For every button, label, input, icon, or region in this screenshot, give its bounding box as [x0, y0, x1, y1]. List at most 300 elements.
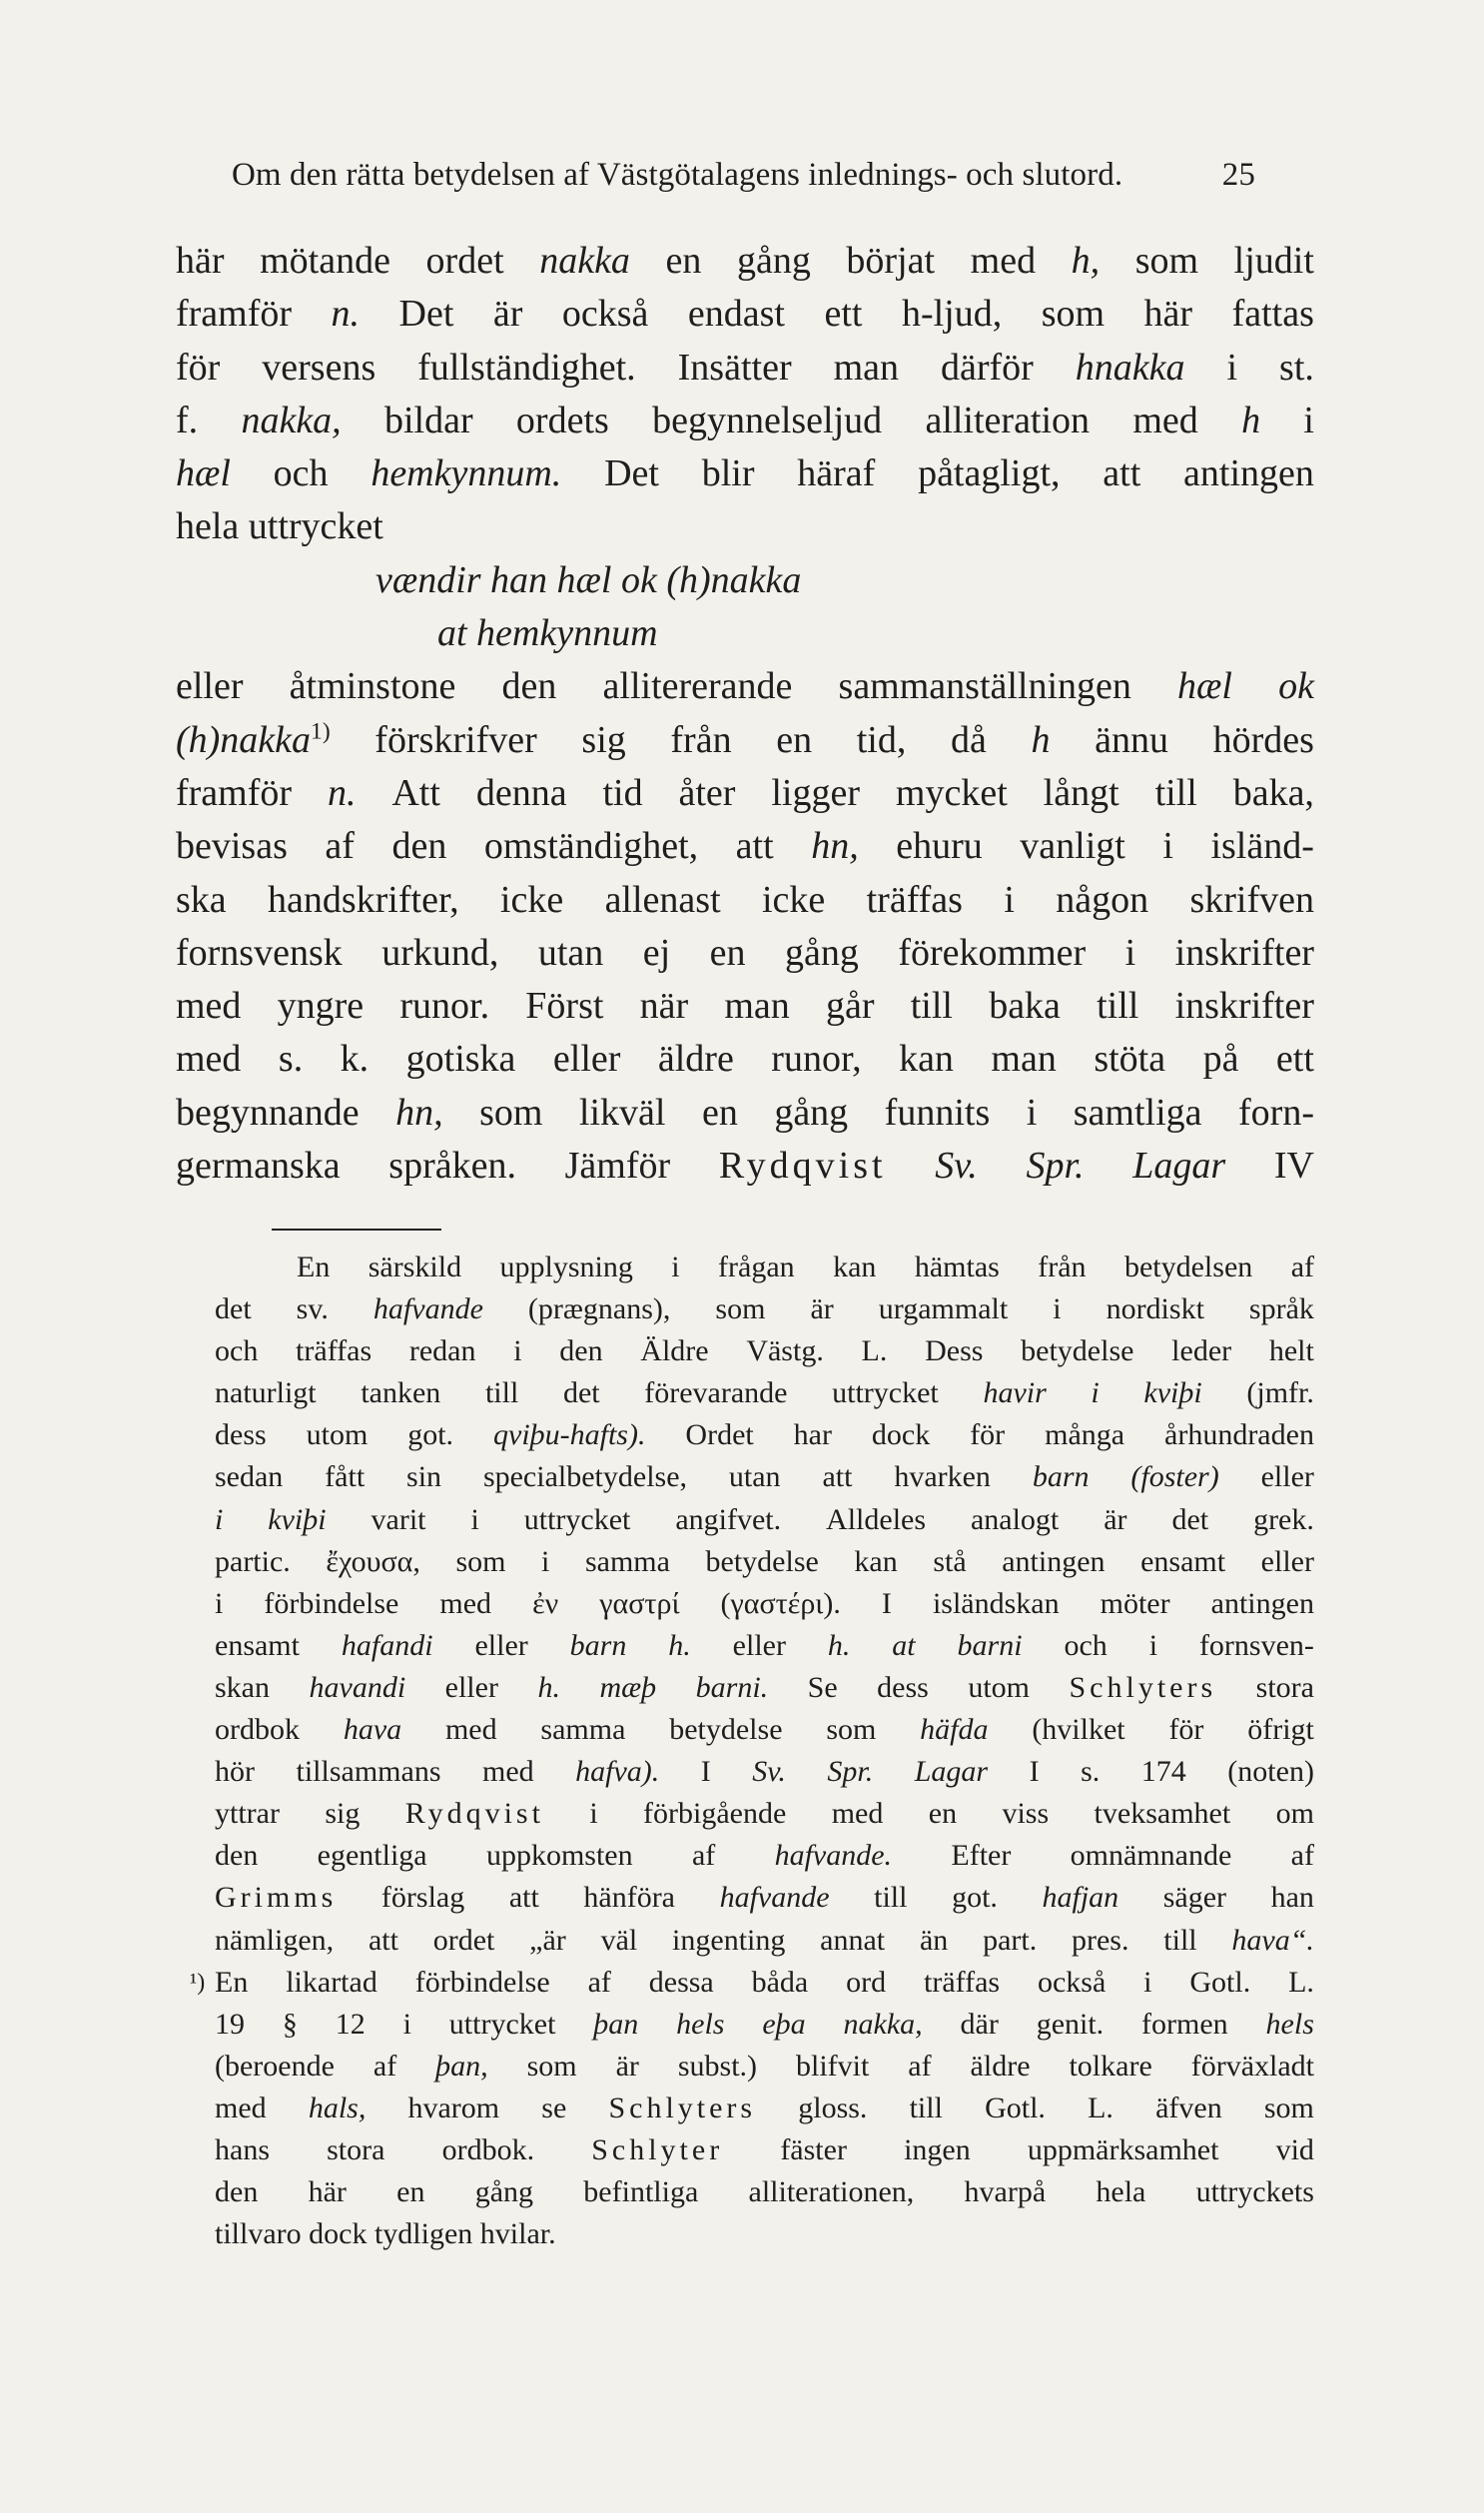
- word: man: [724, 985, 790, 1028]
- word: med: [444, 1713, 497, 1747]
- word: Det: [398, 293, 454, 336]
- note-line: [215, 1372, 1314, 1414]
- text-line: [176, 447, 1314, 500]
- word: hafva).: [575, 1755, 660, 1789]
- word: af: [325, 825, 355, 868]
- word: k.: [340, 1038, 370, 1081]
- note-line: [215, 1330, 1314, 1372]
- word: dess: [877, 1670, 929, 1704]
- main-text: [176, 235, 1314, 1193]
- word: med: [482, 1755, 534, 1789]
- word: fornsvensk: [176, 931, 343, 974]
- word: Schlyter: [591, 2132, 724, 2166]
- running-head: [232, 150, 1255, 200]
- word: som: [826, 1713, 877, 1747]
- word: L.: [861, 1334, 888, 1368]
- word: eller: [552, 1038, 621, 1081]
- word: därför: [940, 346, 1034, 389]
- word: som: [1134, 240, 1199, 282]
- word: barn: [569, 1628, 627, 1662]
- word: omständighet,: [483, 825, 699, 868]
- word: den: [215, 2175, 259, 2209]
- word: germanska: [176, 1145, 341, 1188]
- word: annat: [820, 1923, 886, 1957]
- word: antingen: [1002, 1544, 1106, 1578]
- word: eller: [1260, 1544, 1314, 1578]
- word: mæþ: [599, 1670, 657, 1704]
- word: L.: [1288, 1965, 1314, 1999]
- word: framför: [176, 293, 293, 336]
- word: äldre: [970, 2049, 1031, 2083]
- word: fått: [325, 1460, 366, 1494]
- word: skrifven: [1189, 878, 1314, 921]
- note-line: [215, 1751, 1314, 1793]
- word: kviþi: [268, 1502, 327, 1536]
- word: (noten): [1227, 1755, 1314, 1789]
- word: i: [1124, 931, 1136, 974]
- word: genit.: [1036, 2007, 1105, 2041]
- text-line: hela uttrycket: [176, 505, 383, 548]
- word: betydelsen: [1123, 1251, 1253, 1283]
- word: uttryckets: [1195, 2175, 1314, 2209]
- word: Äldre: [640, 1334, 709, 1368]
- word: Rydqvist: [404, 1797, 544, 1831]
- word: got.: [952, 1881, 998, 1915]
- word: ἔχουσα,: [326, 1544, 420, 1578]
- word: ἐν: [532, 1586, 559, 1620]
- word: till: [1154, 771, 1197, 814]
- word: påtagligt,: [918, 452, 1061, 495]
- word: Lagar: [1132, 1145, 1226, 1188]
- note-line: [215, 1247, 1314, 1288]
- word: likväl: [578, 1091, 666, 1134]
- word: hänföra: [583, 1881, 676, 1915]
- word: i: [215, 1586, 224, 1620]
- word: med: [831, 1797, 884, 1831]
- word: (hvilket: [1032, 1713, 1125, 1747]
- word: här: [1143, 293, 1193, 336]
- word: mycket: [895, 771, 1008, 814]
- word: en: [709, 931, 746, 974]
- word: ensamt: [1140, 1544, 1226, 1578]
- word: baka,: [1232, 771, 1314, 814]
- word: bildar: [383, 399, 473, 441]
- word: som: [479, 1091, 543, 1134]
- verse-line: vændir han hæl ok (h)nakka: [375, 558, 802, 601]
- word: tid: [602, 771, 643, 814]
- note-line: [215, 1793, 1314, 1835]
- word: fornsven-: [1198, 1628, 1314, 1662]
- word: baka: [989, 985, 1061, 1028]
- word: ett: [824, 293, 863, 336]
- word: den: [391, 825, 447, 868]
- word: formen: [1141, 2007, 1228, 2041]
- word: h.: [668, 1628, 691, 1662]
- word: hördes: [1212, 718, 1314, 761]
- word: hafandi: [341, 1628, 433, 1662]
- word: h: [1241, 399, 1261, 441]
- word: hvarom: [407, 2091, 500, 2124]
- text-line: [176, 874, 1314, 927]
- footnote-1: [190, 1962, 1314, 2004]
- word: h-ljud,: [901, 293, 1003, 336]
- word: fäster: [780, 2132, 847, 2166]
- word: stora: [327, 2132, 385, 2166]
- word: åter: [678, 771, 736, 814]
- word: Schlyters: [1069, 1670, 1217, 1704]
- word: sammanställningen: [838, 665, 1131, 708]
- word: betydelse: [669, 1713, 783, 1747]
- note-line: [215, 1877, 1314, 1919]
- word: gotiska: [405, 1038, 516, 1081]
- word: at: [892, 1628, 916, 1662]
- word: uttrycket: [523, 1502, 631, 1536]
- word: se: [541, 2091, 567, 2124]
- word: Jämför: [564, 1145, 671, 1188]
- word: förslag: [380, 1881, 465, 1915]
- word: s.: [1081, 1755, 1101, 1789]
- word: långt: [1043, 771, 1119, 814]
- word: endast: [687, 293, 785, 336]
- word: kviþi: [1143, 1376, 1202, 1410]
- word: ingenting: [672, 1923, 786, 1957]
- note-line: [215, 1709, 1314, 1751]
- word: man: [833, 346, 900, 389]
- word: part.: [983, 1923, 1038, 1957]
- word: begynnande: [176, 1091, 360, 1134]
- word: i: [1053, 1292, 1062, 1326]
- word: framför: [176, 771, 293, 814]
- word: þan: [593, 2007, 639, 2041]
- word: ljudit: [1233, 240, 1314, 282]
- page-number: 25: [1221, 157, 1255, 193]
- word: ordet: [432, 1923, 495, 1957]
- text-line: [176, 927, 1314, 980]
- note-line: [215, 2004, 1314, 2046]
- word: tolkare: [1069, 2049, 1152, 2083]
- word: Rydqvist: [718, 1145, 887, 1188]
- word: fullständighet.: [417, 346, 636, 389]
- text-line: [176, 342, 1314, 395]
- word: havandi: [309, 1670, 406, 1704]
- word: ord: [846, 1965, 887, 1999]
- word: med: [1132, 399, 1198, 441]
- word: Efter: [951, 1839, 1012, 1873]
- word: γαστρί: [599, 1586, 680, 1620]
- word: det: [1171, 1502, 1209, 1536]
- word: hals,: [308, 2091, 367, 2124]
- word: nämligen,: [215, 1923, 335, 1957]
- word: i: [589, 1797, 598, 1831]
- word: denna: [475, 771, 567, 814]
- word: för: [176, 346, 221, 389]
- word: subst.): [677, 2049, 758, 2083]
- word: till: [484, 1376, 519, 1410]
- word: hela: [1096, 2175, 1146, 2209]
- word: stå: [933, 1544, 967, 1578]
- word: partic.: [215, 1544, 291, 1578]
- word: yngre: [277, 985, 365, 1028]
- word: som: [455, 1544, 506, 1578]
- word: och: [273, 452, 329, 495]
- note-line: [215, 1583, 1314, 1625]
- word: af: [587, 1965, 611, 1999]
- word: egentliga: [317, 1839, 427, 1873]
- word: s.: [278, 1038, 304, 1081]
- word: h: [1031, 718, 1051, 761]
- running-title: Om den rätta betydelsen af Västgötalagens inlednings- och slutord.: [232, 157, 1123, 193]
- word: från: [670, 718, 732, 761]
- word: ensamt: [215, 1628, 300, 1662]
- word: Insätter: [677, 346, 792, 389]
- word: utan: [728, 1460, 781, 1494]
- word: redan: [408, 1334, 476, 1368]
- note-line: [215, 1414, 1314, 1456]
- word: nordiskt: [1106, 1292, 1204, 1326]
- word: båda: [751, 1965, 809, 1999]
- word: eller: [176, 665, 244, 708]
- word: hn,: [395, 1091, 443, 1134]
- word: hels: [676, 2007, 725, 2041]
- word: naturligt: [215, 1376, 317, 1410]
- word: mötande: [260, 240, 390, 282]
- word: hels: [1265, 2007, 1314, 2041]
- word: af: [908, 2049, 932, 2083]
- note-line: [215, 1835, 1314, 1877]
- note-line: tillvaro dock tydligen hvilar.: [215, 2217, 556, 2251]
- word: 174: [1140, 1755, 1186, 1789]
- word: där: [960, 2007, 999, 2041]
- word: urkund,: [381, 931, 499, 974]
- word: isländskan: [932, 1586, 1060, 1620]
- word: versens: [262, 346, 376, 389]
- word: uttrycket: [832, 1376, 939, 1410]
- word: och: [215, 1334, 259, 1368]
- word: den: [215, 1839, 259, 1873]
- note-line: [215, 1962, 1314, 2004]
- word: allenast: [604, 878, 721, 921]
- word: häraf: [797, 452, 876, 495]
- word: I: [1029, 1755, 1040, 1789]
- word: likartad: [286, 1965, 377, 1999]
- note-line: [215, 1920, 1314, 1962]
- note-line: [215, 2171, 1314, 2213]
- word: i: [215, 1502, 224, 1536]
- word: dess: [215, 1418, 267, 1452]
- word: ligger: [771, 771, 860, 814]
- word: befintliga: [583, 2175, 699, 2209]
- word: en: [776, 718, 813, 761]
- word: upplysning: [499, 1251, 633, 1283]
- word: ordet: [425, 240, 504, 282]
- word: Gotl.: [1189, 1965, 1251, 1999]
- word: väl: [600, 1923, 638, 1957]
- word: hemkynnum.: [371, 452, 562, 495]
- word: bevisas: [176, 825, 288, 868]
- word: specialbetydelse,: [482, 1460, 688, 1494]
- word: med: [176, 1038, 242, 1081]
- word: förekommer: [898, 931, 1087, 974]
- word: eþa: [762, 2007, 806, 2041]
- word: i: [1004, 878, 1015, 921]
- word: till: [909, 2091, 943, 2124]
- word: den: [501, 665, 557, 708]
- word: har: [793, 1418, 832, 1452]
- word: Sv.: [935, 1145, 978, 1188]
- word: en: [701, 1091, 738, 1134]
- word: med: [215, 2091, 267, 2124]
- word: hn,: [811, 825, 859, 868]
- word: ordets: [515, 399, 609, 441]
- word: det: [562, 1376, 600, 1410]
- word: varit: [371, 1502, 426, 1536]
- word: i: [671, 1251, 680, 1283]
- text-line: [176, 820, 1314, 873]
- text-line: [176, 767, 1314, 820]
- word: skan: [215, 1670, 270, 1704]
- word: som: [1263, 2091, 1314, 2124]
- word: alliteration: [925, 399, 1091, 441]
- word: är: [1104, 1502, 1127, 1536]
- word: gloss.: [798, 2091, 868, 2124]
- word: i: [470, 1502, 479, 1536]
- word: uppkomsten: [485, 1839, 633, 1873]
- word: angifvet.: [675, 1502, 782, 1536]
- note-line: [215, 2088, 1314, 2129]
- word: nakka,: [241, 399, 342, 441]
- word: barni.: [695, 1670, 769, 1704]
- word: hans: [215, 2132, 270, 2166]
- word: (prægnans),: [527, 1292, 671, 1326]
- word: till: [1097, 985, 1139, 1028]
- text-line: [176, 1033, 1314, 1086]
- word: som: [715, 1292, 766, 1326]
- word: betydelse: [1021, 1334, 1134, 1368]
- word: (beroende: [215, 2049, 335, 2083]
- word: ordbok: [215, 1713, 300, 1747]
- word: är: [810, 1292, 834, 1326]
- word: i: [1303, 399, 1314, 441]
- word: utan: [537, 931, 604, 974]
- word: inskrifter: [1174, 985, 1314, 1028]
- word: som: [526, 2049, 577, 2083]
- word: kan: [899, 1038, 954, 1081]
- word: dessa: [648, 1965, 714, 1999]
- word: från: [1038, 1251, 1087, 1283]
- word: det: [215, 1292, 252, 1326]
- text-line: [176, 1140, 1314, 1193]
- word: träffas: [924, 1965, 1001, 1999]
- word: icke: [499, 878, 564, 921]
- word: samtliga: [1073, 1091, 1202, 1134]
- word: med: [176, 985, 242, 1028]
- word: språken.: [388, 1145, 516, 1188]
- word: till: [874, 1881, 908, 1915]
- word: qviþu-hafts).: [493, 1418, 646, 1452]
- word: också: [561, 293, 649, 336]
- verse-line: at hemkynnum: [437, 612, 658, 655]
- word: IV: [1273, 1145, 1314, 1188]
- word: århundraden: [1164, 1418, 1314, 1452]
- word: af: [1290, 1251, 1314, 1283]
- note-line: [215, 1456, 1314, 1498]
- word: sedan: [215, 1460, 284, 1494]
- word: stora: [1255, 1670, 1314, 1704]
- word: samma: [540, 1713, 626, 1747]
- word: uppmärksamhet: [1027, 2132, 1219, 2166]
- word: Alldeles: [826, 1502, 927, 1536]
- word: för: [1168, 1713, 1204, 1747]
- word: sig: [581, 718, 626, 761]
- word: ett: [1275, 1038, 1314, 1081]
- word: vid: [1275, 2132, 1314, 2166]
- word: fattas: [1231, 293, 1314, 336]
- word: han: [1270, 1881, 1314, 1915]
- word: för: [970, 1418, 1006, 1452]
- word: h,: [1071, 240, 1101, 282]
- word: samma: [584, 1544, 670, 1578]
- word: i: [1162, 825, 1173, 868]
- word: då: [950, 718, 987, 761]
- word: n.: [327, 771, 357, 814]
- word: En: [215, 1965, 249, 1999]
- word: träffas: [296, 1334, 372, 1368]
- word: eller: [1260, 1460, 1314, 1494]
- word: tveksamhet: [1094, 1797, 1231, 1831]
- word: helt: [1268, 1334, 1314, 1368]
- word: sv.: [296, 1292, 329, 1326]
- word: 12: [335, 2007, 366, 2041]
- note-line: [215, 1499, 1314, 1541]
- word: eller: [474, 1628, 528, 1662]
- word: man: [991, 1038, 1057, 1081]
- word: handskrifter,: [268, 878, 459, 921]
- word: [176, 714, 331, 767]
- word: hafvande.: [774, 1839, 893, 1873]
- word: förbindelse: [414, 1965, 550, 1999]
- word: Grimms: [215, 1881, 338, 1915]
- word: Sv.: [752, 1755, 786, 1789]
- word: en: [928, 1797, 958, 1831]
- word: hör: [215, 1755, 255, 1789]
- word: grek.: [1253, 1502, 1314, 1536]
- word: någon: [1056, 878, 1149, 921]
- word: ingen: [904, 2132, 971, 2166]
- text-line: [176, 714, 1314, 767]
- word: träffas: [866, 878, 963, 921]
- word: barni: [957, 1628, 1023, 1662]
- word: att: [822, 1460, 853, 1494]
- word: ska: [176, 878, 227, 921]
- word: äfven: [1155, 2091, 1222, 2124]
- word: Dess: [925, 1334, 984, 1368]
- word: leder: [1171, 1334, 1232, 1368]
- word: förbigående: [643, 1797, 787, 1831]
- word: Att: [391, 771, 440, 814]
- text-line: [176, 1087, 1314, 1140]
- word: uttrycket: [448, 2007, 556, 2041]
- word: blifvit: [795, 2049, 870, 2083]
- word: eller: [732, 1628, 786, 1662]
- word: antingen: [1183, 452, 1314, 495]
- word: möter: [1100, 1586, 1170, 1620]
- word: Se: [807, 1670, 838, 1704]
- word: går: [826, 985, 875, 1028]
- word: förskrifver: [374, 718, 537, 761]
- word: utom: [306, 1418, 369, 1452]
- word: om: [1275, 1797, 1314, 1831]
- word: förevarande: [644, 1376, 788, 1410]
